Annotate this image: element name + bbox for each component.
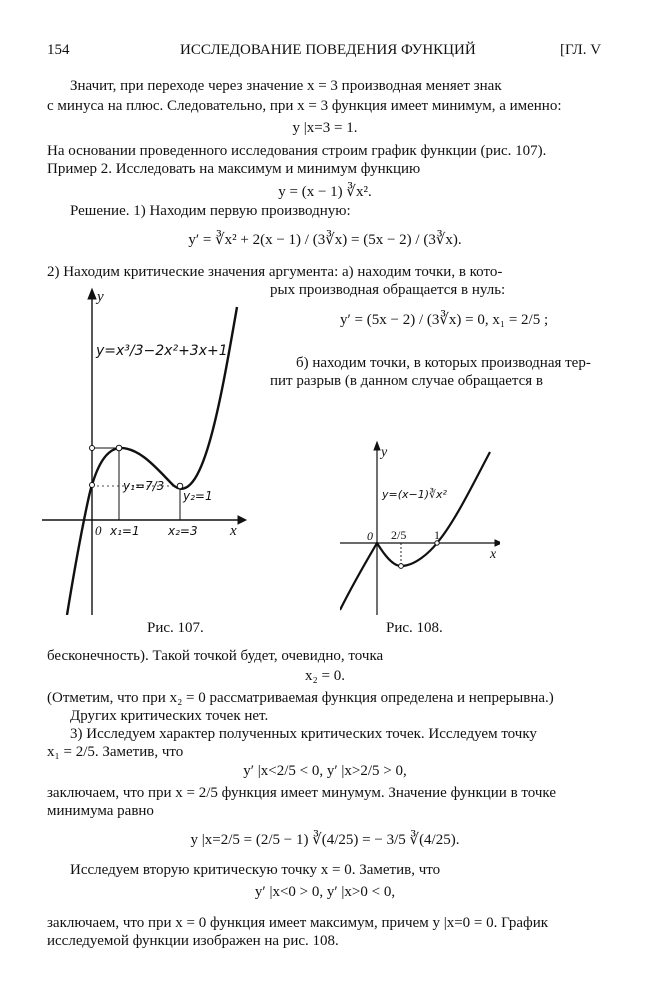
paragraph-line: заключаем, что при x = 2/5 функция имеет минумум. Значение функции в точке [47,785,556,801]
formula: y |x=2/5 = (2/5 − 1) ∛(4/25) = − 3/5 ∛(4/25). [190,832,460,848]
y-axis-label: y [381,445,388,460]
x-axis-arrow [495,540,500,546]
x2-label: x₂=3 [168,524,198,538]
figure-108 [340,440,500,615]
paragraph-line: пит разрыв (в данном случае обращается в [270,373,544,389]
x-axis-label: x [230,523,237,539]
tick-label-1: 1 [434,528,440,542]
y-axis-label: y [97,289,104,305]
figure-107-caption: Рис. 107. [147,620,204,636]
tick-label-2-5: 2/5 [391,528,407,542]
page-number: 154 [47,42,70,58]
paragraph-line: Значит, при переходе через значение x = 3 производная меняет знак [70,78,502,94]
figure-107 [40,285,250,615]
max-point [116,445,122,451]
formula: y′ = (5x − 2) / (3∛x) = 0, x₁ = 2/5 ; [340,312,549,328]
min-point [399,564,404,569]
solution-heading: Решение. 1) Находим первую производную: [70,203,351,219]
min-point [177,483,183,489]
paragraph-line: (Отметим, что при x₂ = 0 рассматриваемая функция определена и непрерывна.) [47,690,554,706]
y1-label: y₁=7/3 [123,479,165,493]
paragraph-line: с минуса на плюс. Следовательно, при x = 3 функция имеет минимум, а именно: [47,98,562,114]
paragraph-line: рых производная обращается в нуль: [270,282,506,298]
running-title: ИССЛЕДОВАНИЕ ПОВЕДЕНИЯ ФУНКЦИЙ [180,42,476,58]
formula: y′ |x<0 > 0, y′ |x>0 < 0, [254,884,396,900]
function-curve [340,452,490,610]
chapter-label: [ГЛ. V [560,42,602,58]
paragraph-line: 2) Находим критические значения аргумента: а) находим точки, в кото- [47,264,503,280]
paragraph-line: бесконечность). Такой точкой будет, очевидно, точка [47,648,384,664]
formula: y′ = ∛x² + 2(x − 1) / (3∛x) = (5x − 2) / (3∛x). [188,232,462,248]
origin-label: 0 [95,523,102,538]
example-heading: Пример 2. Исследовать на максимум и минимум функцию [47,161,421,177]
formula: y = (x − 1) ∛x². [278,184,372,200]
x1-label: x₁=1 [110,524,140,538]
y-axis-mark [90,446,95,451]
figure-108-caption: Рис. 108. [386,620,443,636]
x-axis-label: x [490,547,497,562]
origin-label: 0 [367,529,373,543]
paragraph-line: заключаем, что при x = 0 функция имеет максимум, причем y |x=0 = 0. График [47,915,549,931]
paragraph-line: б) находим точки, в которых производная тер- [296,355,591,371]
paragraph-line: На основании проведенного исследования строим график функции (рис. 107). [47,143,547,159]
paragraph-line: минимума равно [47,803,154,819]
y2-label: y₂=1 [183,489,213,503]
paragraph-line: Исследуем вторую критическую точку x = 0. Заметив, что [70,862,441,878]
paragraph-line: Других критических точек нет. [70,708,269,724]
paragraph-line: 3) Исследуем характер полученных критических точек. Исследуем точку [70,726,537,742]
y-intercept-point [90,483,95,488]
y-axis-arrow [374,442,380,450]
equation-label: y=x³/3−2x²+3x+1 [96,343,228,359]
formula: y |x=3 = 1. [292,120,358,136]
equation-label: y=(x−1)∛x² [382,488,447,501]
paragraph-line: исследуемой функции изображен на рис. 108. [47,933,339,949]
formula: x₂ = 0. [305,668,345,684]
y-axis-arrow [88,289,96,299]
formula: y′ |x<2/5 < 0, y′ |x>2/5 > 0, [243,763,407,779]
paragraph-line: x₁ = 2/5. Заметив, что [47,744,184,760]
x-axis-arrow [238,516,246,524]
